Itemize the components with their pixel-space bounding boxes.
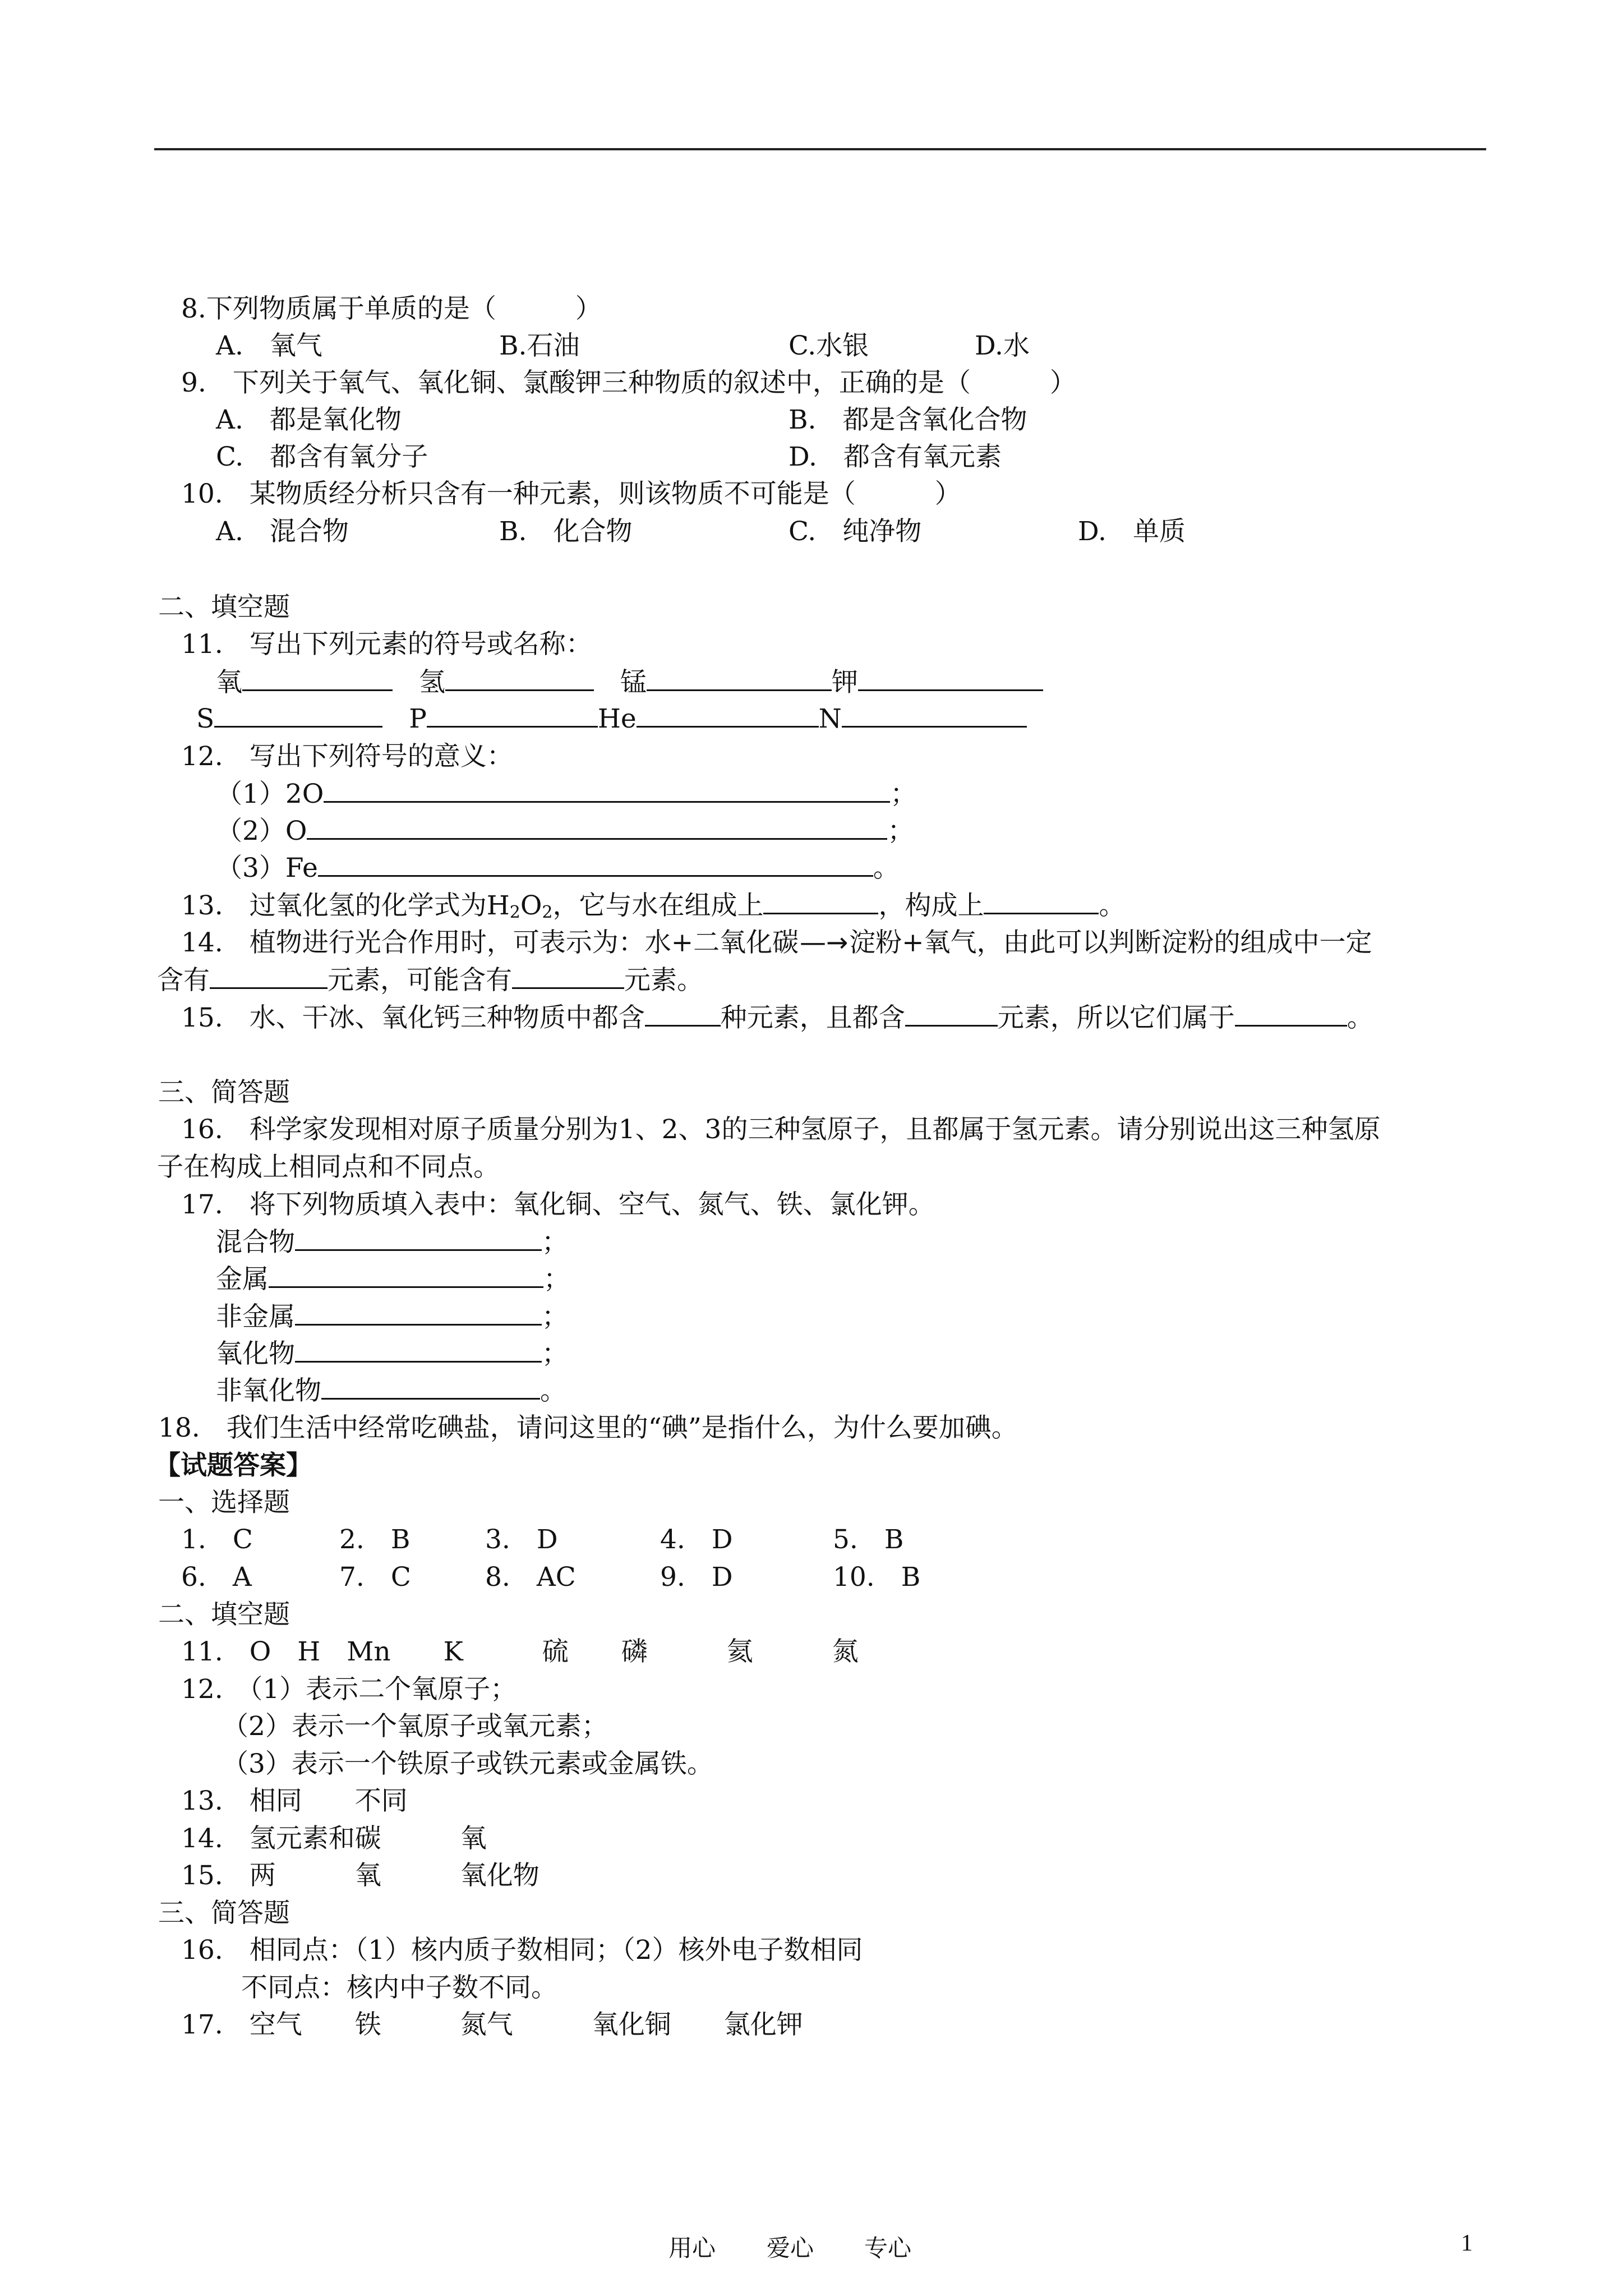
answer-12-1: 12. （1）表示二个氧原子；	[181, 1674, 517, 1705]
footer-text-3: 专心	[864, 2234, 912, 2262]
q17-stem: 17. 将下列物质填入表中：氧化铜、空气、氮气、铁、氯化钾。	[181, 1189, 935, 1220]
q8-option-a: A. 氧气	[216, 330, 322, 361]
q10-option-b: B. 化合物	[499, 516, 633, 547]
answer-mc-6: 6. A	[181, 1562, 252, 1593]
q17-row-nonoxide	[216, 1373, 566, 1409]
q13	[181, 888, 1125, 930]
answer-14: 14. 氢元素和碳 氧	[181, 1823, 487, 1854]
answer-15: 15. 两 氧 氧化物	[181, 1860, 540, 1891]
answer-blank	[984, 888, 1099, 914]
answer-blank	[324, 776, 890, 803]
q16-line1: 16. 科学家发现相对原子质量分别为1、2、3的三种氢原子，且都属于氢元素。请分别说出这三种氢原	[181, 1114, 1381, 1145]
q11-label-oxygen: 氧	[216, 667, 242, 698]
q14-text: 含有	[157, 965, 210, 996]
answer-mc-2: 2. B	[339, 1524, 411, 1555]
punctuation: ；	[542, 1227, 568, 1258]
answer-blank	[1235, 1000, 1347, 1027]
answer-blank	[637, 701, 819, 728]
reaction-arrow-icon: —→	[799, 927, 849, 958]
answer-16-2: 不同点：核内中子数不同。	[241, 1972, 557, 2003]
q11-label-manganese: 锰	[620, 667, 647, 698]
q9-option-c: C. 都含有氧分子	[216, 441, 428, 472]
q11-label-s: S	[196, 703, 215, 734]
answer-blank	[512, 963, 624, 989]
q14-line1	[181, 926, 1372, 960]
q15	[181, 1000, 1373, 1036]
header-rule	[154, 148, 1486, 150]
q17-row-label: 氧化物	[216, 1338, 295, 1369]
q17-row-label: 非金属	[216, 1301, 295, 1332]
punctuation: 。	[1347, 1002, 1373, 1033]
section-title-fill-in: 二、填空题	[158, 592, 290, 623]
answer-blank	[842, 701, 1027, 728]
answer-mc-8: 8. AC	[485, 1562, 576, 1593]
q17-row-mixture	[216, 1225, 568, 1260]
answer-17: 17. 空气 铁 氮气 氧化铜 氯化钾	[181, 2009, 803, 2040]
q12-stem: 12. 写出下列符号的意义：	[181, 741, 513, 772]
answer-mc-10: 10. B	[833, 1562, 921, 1593]
answer-mc-1: 1. C	[181, 1524, 253, 1555]
q10-option-d: D. 单质	[1078, 516, 1186, 547]
answer-mc-9: 9. D	[660, 1562, 733, 1593]
answers-section-fill: 二、填空题	[158, 1599, 290, 1630]
q17-row-label: 混合物	[216, 1227, 295, 1258]
answer-blank	[647, 665, 832, 691]
page-number: 1	[1461, 2230, 1473, 2256]
q11-row2	[196, 701, 1027, 737]
answers-title: 【试题答案】	[154, 1450, 312, 1481]
q10-option-a: A. 混合物	[216, 516, 349, 547]
q18: 18. 我们生活中经常吃碘盐，请问这里的“碘”是指什么，为什么要加碘。	[158, 1412, 1018, 1443]
answer-12-3: （3）表示一个铁原子或铁元素或金属铁。	[222, 1749, 713, 1779]
q9-option-a: A. 都是氧化物	[216, 404, 402, 435]
q11-label-he: He	[597, 703, 637, 734]
q8-stem: 8.下列物质属于单质的是（ ）	[181, 293, 602, 324]
punctuation: ；	[543, 1264, 570, 1295]
formula-sub: 2	[509, 903, 520, 922]
q11-label-potassium: 钾	[832, 667, 858, 698]
answer-mc-7: 7. C	[339, 1562, 411, 1593]
footer-text-2: 爱心	[767, 2234, 814, 2262]
q14-text: 淀粉+氧气，由此可以判断淀粉的组成中一定	[849, 927, 1372, 958]
answer-13: 13. 相同 不同	[181, 1786, 408, 1816]
answer-mc-4: 4. D	[660, 1524, 733, 1555]
q14-text: 14. 植物进行光合作用时，可表示为：水+二氧化碳	[181, 927, 799, 958]
q13-text: ，构成上	[878, 890, 984, 921]
answer-blank	[445, 665, 594, 691]
q13-text: 13. 过氧化氢的化学式为	[181, 890, 487, 921]
punctuation: ；	[542, 1301, 568, 1332]
q12-item1	[216, 776, 916, 812]
formula-sub: 2	[542, 903, 553, 922]
answer-blank	[210, 963, 328, 989]
footer-text-1: 用心	[668, 2234, 716, 2262]
answer-blank	[269, 1262, 543, 1288]
q15-text: 元素，所以它们属于	[997, 1002, 1235, 1033]
answer-blank	[858, 665, 1043, 691]
q13-text: ，它与水在组成上	[552, 890, 764, 921]
q12-item3-label: （3）Fe	[216, 853, 318, 884]
section-title-short-answer: 三、简答题	[158, 1077, 290, 1108]
q10-stem: 10. 某物质经分析只含有一种元素，则该物质不可能是（ ）	[181, 478, 961, 509]
q8-option-d: D.水	[975, 330, 1030, 361]
answer-mc-3: 3. D	[485, 1524, 558, 1555]
answer-blank	[763, 888, 878, 914]
punctuation: ；	[542, 1338, 568, 1369]
q17-row-label: 金属	[216, 1264, 269, 1295]
q11-label-hydrogen: 氢	[419, 667, 445, 698]
q14-text: 元素。	[624, 965, 703, 996]
q9-option-d: D. 都含有氧元素	[789, 441, 1002, 472]
q9-option-b: B. 都是含氧化合物	[789, 404, 1027, 435]
answer-blank	[645, 1000, 721, 1027]
answer-blank	[427, 701, 598, 728]
q10-option-c: C. 纯净物	[789, 516, 922, 547]
q11-label-p: P	[409, 703, 427, 734]
answer-blank	[321, 1373, 540, 1400]
q12-item2-label: （2）O	[216, 816, 307, 846]
punctuation: 。	[540, 1375, 566, 1406]
q14-line2	[157, 963, 703, 998]
q8-option-b: B.石油	[499, 330, 580, 361]
q14-text: 元素，可能含有	[328, 965, 512, 996]
formula-h: H	[486, 890, 510, 921]
answer-blank	[214, 701, 382, 728]
punctuation: ；	[890, 779, 917, 809]
q12-item1-label: （1）2O	[216, 779, 324, 809]
q17-row-label: 非氧化物	[216, 1375, 321, 1406]
answer-blank	[905, 1000, 998, 1027]
q12-item2	[216, 813, 914, 849]
q15-text: 种元素，且都含	[720, 1002, 905, 1033]
q9-stem: 9. 下列关于氧气、氧化铜、氯酸钾三种物质的叙述中，正确的是（ ）	[181, 367, 1076, 398]
punctuation: 。	[1099, 890, 1126, 921]
q17-row-nonmetal	[216, 1299, 568, 1335]
answer-12-2: （2）表示一个氧原子或氧元素；	[222, 1711, 608, 1742]
punctuation: ；	[887, 816, 914, 846]
q11-label-n: N	[818, 703, 842, 734]
punctuation: 。	[873, 853, 900, 884]
answer-blank	[295, 1336, 542, 1363]
answers-section-short: 三、简答题	[158, 1898, 290, 1929]
q16-line2: 子在构成上相同点和不同点。	[157, 1152, 500, 1182]
q17-row-metal	[216, 1262, 570, 1297]
formula-o: O	[520, 890, 542, 921]
answer-mc-5: 5. B	[833, 1524, 904, 1555]
answer-blank	[307, 813, 887, 840]
answer-blank	[295, 1299, 542, 1326]
answer-11: 11. O H Mn K 硫 磷 氦 氮	[181, 1636, 859, 1667]
answer-blank	[318, 850, 873, 877]
answers-section-mc: 一、选择题	[158, 1487, 290, 1518]
q17-row-oxide	[216, 1336, 568, 1372]
q11-row1	[216, 665, 1043, 700]
q15-text: 15. 水、干冰、氧化钙三种物质中都含	[181, 1002, 645, 1033]
q11-stem: 11. 写出下列元素的符号或名称：	[181, 629, 592, 660]
answer-blank	[242, 665, 393, 691]
answer-16-1: 16. 相同点：（1）核内质子数相同；（2）核外电子数相同	[181, 1935, 863, 1966]
q8-option-c: C.水银	[789, 330, 869, 361]
q12-item3	[216, 850, 900, 886]
answer-blank	[295, 1225, 542, 1251]
